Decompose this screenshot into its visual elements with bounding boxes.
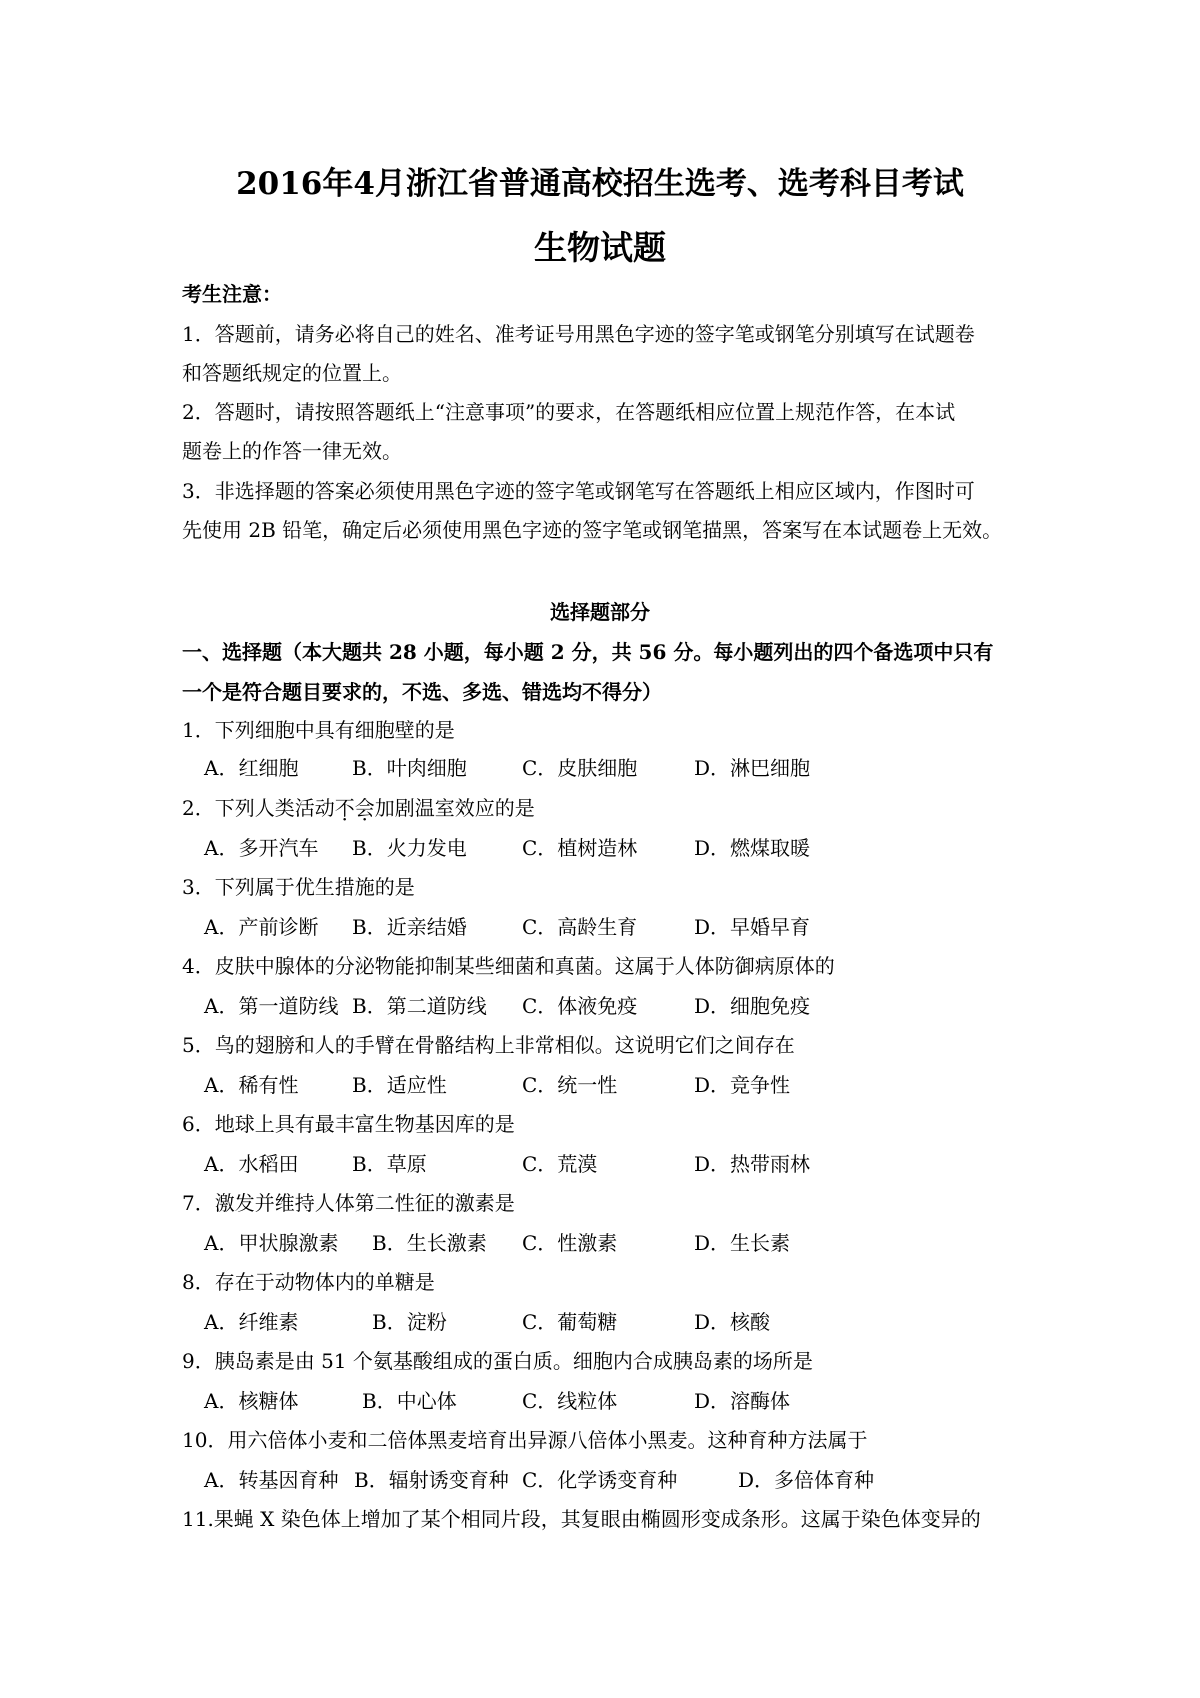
exam-title: 2016年4月浙江省普通高校招生选考、选考科目考试	[236, 166, 964, 202]
option: D．多倍体育种	[738, 1468, 875, 1492]
question-stem: 4．皮肤中腺体的分泌物能抑制某些细菌和真菌。这属于人体防御病原体的	[182, 954, 835, 978]
option: A．产前诊断	[204, 915, 319, 939]
question-stem: 1．下列细胞中具有细胞壁的是	[182, 718, 455, 742]
option: C．化学诱变育种	[522, 1468, 678, 1492]
option: B．淀粉	[372, 1310, 447, 1334]
option: D．早婚早育	[694, 915, 811, 939]
option: A．第一道防线	[204, 994, 339, 1018]
option: C．植树造林	[522, 836, 638, 860]
option: A．红细胞	[204, 756, 299, 780]
stem-text: 加剧温室效应的是	[374, 796, 535, 820]
notice-heading: 考生注意：	[182, 282, 282, 306]
option: B．辐射诱变育种	[354, 1468, 509, 1492]
notice-line: 3．非选择题的答案必须使用黑色字迹的签字笔或钢笔写在答题纸上相应区域内，作图时可	[182, 479, 975, 503]
option: A．稀有性	[204, 1073, 299, 1097]
option: B．第二道防线	[352, 994, 487, 1018]
stem-text: 2．下列人类活动	[182, 796, 335, 820]
option: B．叶肉细胞	[352, 756, 467, 780]
option: C．葡萄糖	[522, 1310, 618, 1334]
option: C．统一性	[522, 1073, 618, 1097]
option: D．生长素	[694, 1231, 791, 1255]
notice-line: 先使用 2B 铅笔，确定后必须使用黑色字迹的签字笔或钢笔描黑，答案写在本试题卷上无效。	[182, 518, 1003, 542]
option: B．草原	[352, 1152, 427, 1176]
option: A．多开汽车	[204, 836, 319, 860]
option: B．适应性	[352, 1073, 447, 1097]
option: B．生长激素	[372, 1231, 487, 1255]
question-stem: 10．用六倍体小麦和二倍体黑麦培育出异源八倍体小黑麦。这种育种方法属于	[182, 1428, 868, 1452]
option: C．线粒体	[522, 1389, 618, 1413]
question-stem: 7．激发并维持人体第二性征的激素是	[182, 1191, 515, 1215]
option: A．甲状腺激素	[204, 1231, 339, 1255]
option: D．燃煤取暖	[694, 836, 811, 860]
section-intro: 一个是符合题目要求的，不选、多选、错选均不得分）	[182, 680, 662, 704]
exam-subtitle: 生物试题	[534, 228, 666, 267]
emphasis-char: 不	[334, 796, 355, 820]
question-stem: 6．地球上具有最丰富生物基因库的是	[182, 1112, 515, 1136]
notice-line: 2．答题时，请按照答题纸上“注意事项”的要求，在答题纸相应位置上规范作答，在本试	[182, 400, 956, 424]
option: B．火力发电	[352, 836, 467, 860]
question-stem: 8．存在于动物体内的单糖是	[182, 1270, 435, 1294]
option: A．水稻田	[204, 1152, 299, 1176]
question-stem: 5．鸟的翅膀和人的手臂在骨骼结构上非常相似。这说明它们之间存在	[182, 1033, 795, 1057]
question-stem: 9．胰岛素是由 51 个氨基酸组成的蛋白质。细胞内合成胰岛素的场所是	[182, 1349, 813, 1373]
notice-line: 1．答题前，请务必将自己的姓名、准考证号用黑色字迹的签字笔或钢笔分别填写在试题卷	[182, 322, 975, 346]
option: D．竞争性	[694, 1073, 791, 1097]
option: B．中心体	[362, 1389, 457, 1413]
option: A．核糖体	[204, 1389, 299, 1413]
option: D．核酸	[694, 1310, 771, 1334]
option: C．性激素	[522, 1231, 618, 1255]
option: C．高龄生育	[522, 915, 638, 939]
option: A．纤维素	[204, 1310, 299, 1334]
option: C．体液免疫	[522, 994, 638, 1018]
question-stem	[182, 796, 535, 820]
option: D．热带雨林	[694, 1152, 811, 1176]
option: D．淋巴细胞	[694, 756, 811, 780]
option: A．转基因育种	[204, 1468, 339, 1492]
option: B．近亲结婚	[352, 915, 467, 939]
option: C．皮肤细胞	[522, 756, 638, 780]
notice-line: 题卷上的作答一律无效。	[182, 439, 402, 463]
section-intro: 一、选择题（本大题共 28 小题，每小题 2 分，共 56 分。每小题列出的四个备选项中只有	[182, 640, 994, 664]
option: D．溶酶体	[694, 1389, 791, 1413]
option: C．荒漠	[522, 1152, 598, 1176]
option: D．细胞免疫	[694, 994, 811, 1018]
notice-line: 和答题纸规定的位置上。	[182, 361, 402, 385]
section-title: 选择题部分	[550, 600, 650, 624]
emphasis-char: 会	[354, 796, 375, 820]
question-stem: 11.果蝇 X 染色体上增加了某个相同片段，其复眼由椭圆形变成条形。这属于染色体变异的	[182, 1507, 981, 1531]
question-stem: 3．下列属于优生措施的是	[182, 875, 415, 899]
